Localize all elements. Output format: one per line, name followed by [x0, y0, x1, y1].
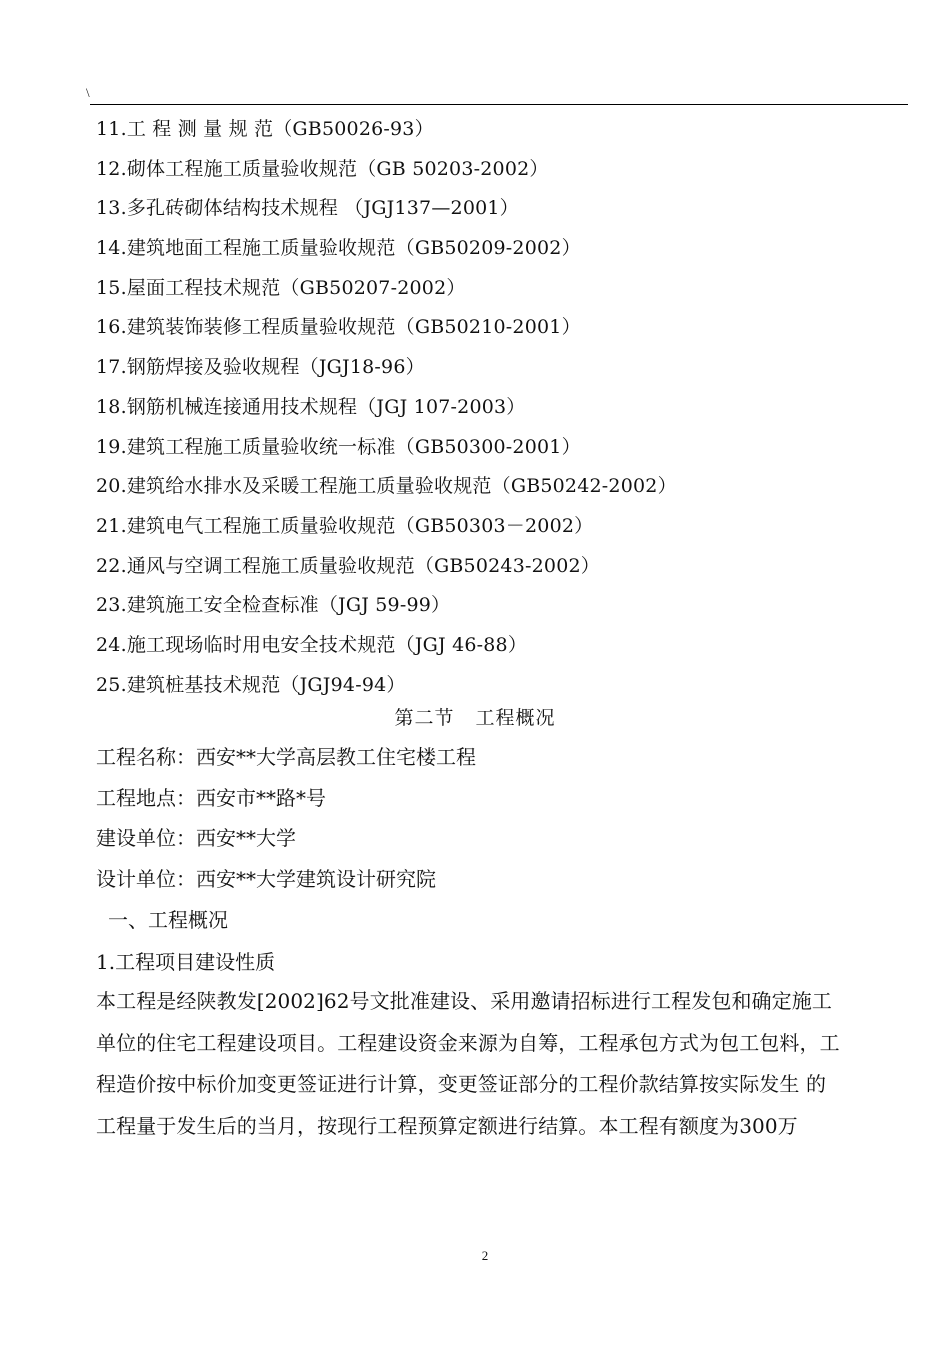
reference-item: 19.建筑工程施工质量验收统一标准（GB50300-2001）: [96, 435, 581, 458]
reference-item: 18.钢筋机械连接通用技术规程（JGJ 107-2003）: [96, 395, 526, 418]
body-line: 工程量于发生后的当月，按现行工程预算定额进行结算。本工程有额度为300万: [96, 1113, 798, 1138]
reference-item: 16.建筑装饰装修工程质量验收规范（GB50210-2001）: [96, 316, 581, 339]
body-paragraph: [96, 982, 908, 1148]
reference-item: 23.建筑施工安全检查标准（JGJ 59-99）: [96, 594, 451, 617]
reference-item: 12.砌体工程施工质量验收规范（GB 50203-2002）: [96, 157, 549, 180]
item-heading: 1.工程项目建设性质: [96, 950, 276, 974]
reference-item: 13.多孔砖砌体结构技术规程 （JGJ137—2001）: [96, 197, 519, 220]
design-unit: 设计单位：西安**大学建筑设计研究院: [96, 867, 436, 892]
body-line: 单位的住宅工程建设项目。工程建设资金来源为自筹，工程承包方式为包工包料，工: [96, 1030, 840, 1055]
section-title: 第二节 工程概况: [394, 707, 556, 729]
project-name: 工程名称：西安**大学高层教工住宅楼工程: [96, 745, 476, 769]
reference-item: 24.施工现场临时用电安全技术规范（JGJ 46-88）: [96, 633, 528, 656]
reference-item: 11.工 程 测 量 规 范（GB50026-93）: [96, 118, 434, 140]
reference-item: 21.建筑电气工程施工质量验收规范（GB50303－2002）: [96, 514, 594, 537]
project-location: 工程地点：西安市**路*号: [96, 785, 326, 810]
reference-item: 22.通风与空调工程施工质量验收规范（GB50243-2002）: [96, 554, 600, 577]
subsection-heading: 一、工程概况: [108, 908, 228, 932]
reference-item: 25.建筑桩基技术规范（JGJ94-94）: [96, 673, 406, 696]
header-mark: \: [86, 85, 90, 100]
body-line: 程造价按中标价加变更签证进行计算，变更签证部分的工程价款结算按实际发生 的: [96, 1072, 827, 1096]
reference-item: 20.建筑给水排水及采暖工程施工质量验收规范（GB50242-2002）: [96, 475, 677, 498]
reference-item: 14.建筑地面工程施工质量验收规范（GB50209-2002）: [96, 237, 581, 260]
reference-item: 15.屋面工程技术规范（GB50207-2002）: [96, 276, 466, 299]
reference-list: [96, 112, 908, 707]
construction-unit: 建设单位：西安**大学: [96, 826, 296, 851]
reference-item: 17.钢筋焊接及验收规程（JGJ18-96）: [96, 356, 425, 379]
body-line: 本工程是经陕教发[2002]62号文批准建设、采用邀请招标进行工程发包和确定施工: [96, 989, 832, 1013]
project-info: [96, 739, 908, 902]
header-rule: [90, 104, 908, 105]
page-number: 2: [481, 1248, 489, 1263]
